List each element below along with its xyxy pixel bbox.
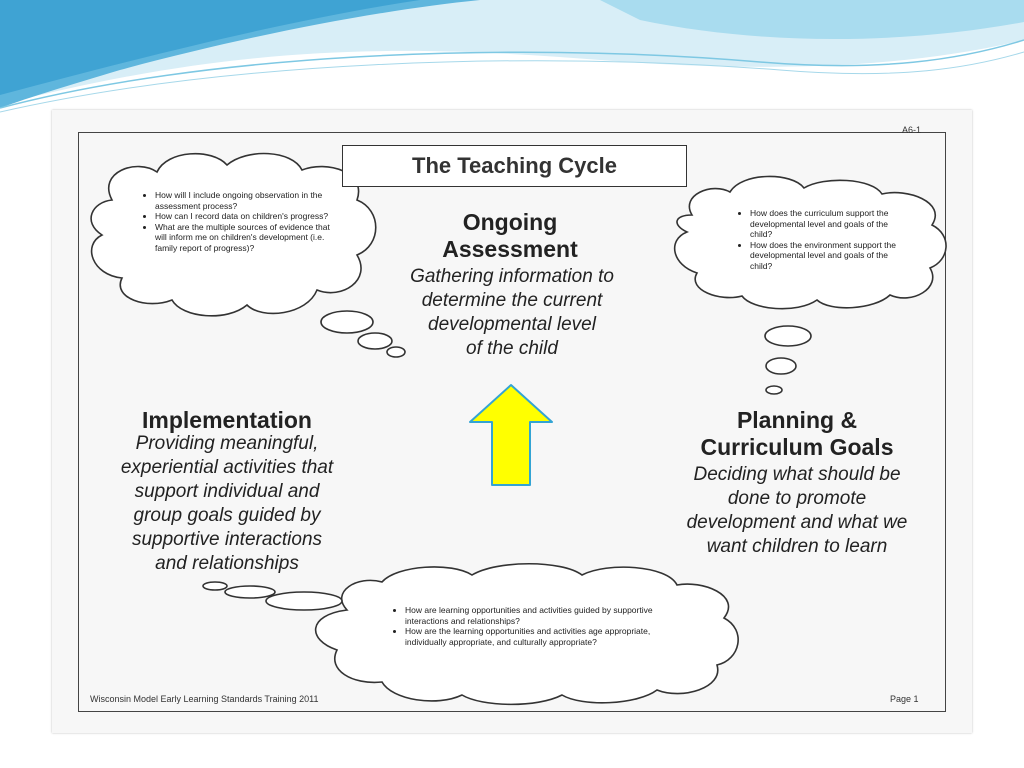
planning-desc-line: done to promote [727, 488, 867, 509]
implementation-desc-line: and relationships [155, 553, 299, 574]
assessment-heading [410, 209, 610, 263]
planning-heading [667, 407, 927, 461]
implementation-description [77, 432, 377, 576]
planning-desc-line: Deciding what should be [693, 464, 901, 485]
question-item: • How are the learning opportunities and activities age appropriate, individually appropriate, and culturally appropriate? [405, 626, 680, 647]
assessment-desc-line: of the child [466, 338, 558, 359]
footer-source: Wisconsin Model Early Learning Standards Training 2011 [90, 694, 319, 704]
planning-heading-line: Planning & [736, 407, 858, 433]
planning-description [652, 463, 942, 559]
teaching-cycle-scan [52, 110, 972, 733]
question-item: • How will I include ongoing observation in the assessment process? [155, 190, 330, 211]
question-item: • What are the multiple sources of evidence that will inform me on children's development (i.e. family report of progress)? [155, 222, 330, 254]
question-item: • How does the curriculum support the developmental level and goals of the child? [750, 208, 910, 240]
header-wave-decoration [0, 0, 1024, 120]
bubble-top-right-questions [732, 208, 910, 271]
implementation-heading: Implementation [142, 407, 312, 433]
diagram-title: The Teaching Cycle [342, 145, 687, 187]
bubble-tr-1 [765, 326, 811, 346]
assessment-heading-line: Ongoing [462, 209, 558, 235]
implementation-desc-line: experiential activities that [120, 457, 334, 478]
planning-heading-line: Curriculum Goals [700, 434, 894, 460]
planning-desc-line: development and what we [686, 512, 908, 533]
bubble-b-3 [203, 582, 227, 590]
bubble-bottom-questions [387, 605, 680, 647]
question-item: • How can I record data on children's progress? [155, 211, 330, 222]
footer-page-number: Page 1 [890, 694, 919, 704]
implementation-desc-line: support individual and [134, 481, 320, 502]
question-item: • How does the environment support the developmental level and goals of the child? [750, 240, 910, 272]
bubble-tl-1 [321, 311, 373, 333]
assessment-desc-line: determine the current [421, 290, 603, 311]
assessment-desc-line: Gathering information to [410, 266, 614, 287]
question-item: • How are learning opportunities and activities guided by supportive interactions and relationships? [405, 605, 680, 626]
bubble-tr-3 [766, 386, 782, 394]
bubble-tr-2 [766, 358, 796, 374]
assessment-description [377, 265, 647, 361]
implementation-desc-line: Providing meaningful, [135, 433, 319, 454]
implementation-desc-line: group goals guided by [133, 505, 321, 526]
bubble-b-1 [266, 592, 342, 610]
assessment-heading-line: Assessment [442, 236, 578, 262]
assessment-desc-line: developmental level [428, 314, 596, 335]
bubble-top-left-questions [137, 190, 330, 253]
implementation-desc-line: supportive interactions [131, 529, 323, 550]
page-id: A6-1 [902, 125, 922, 135]
bubble-b-2 [225, 586, 275, 598]
up-arrow-icon [470, 385, 552, 485]
planning-desc-line: want children to learn [706, 536, 888, 557]
